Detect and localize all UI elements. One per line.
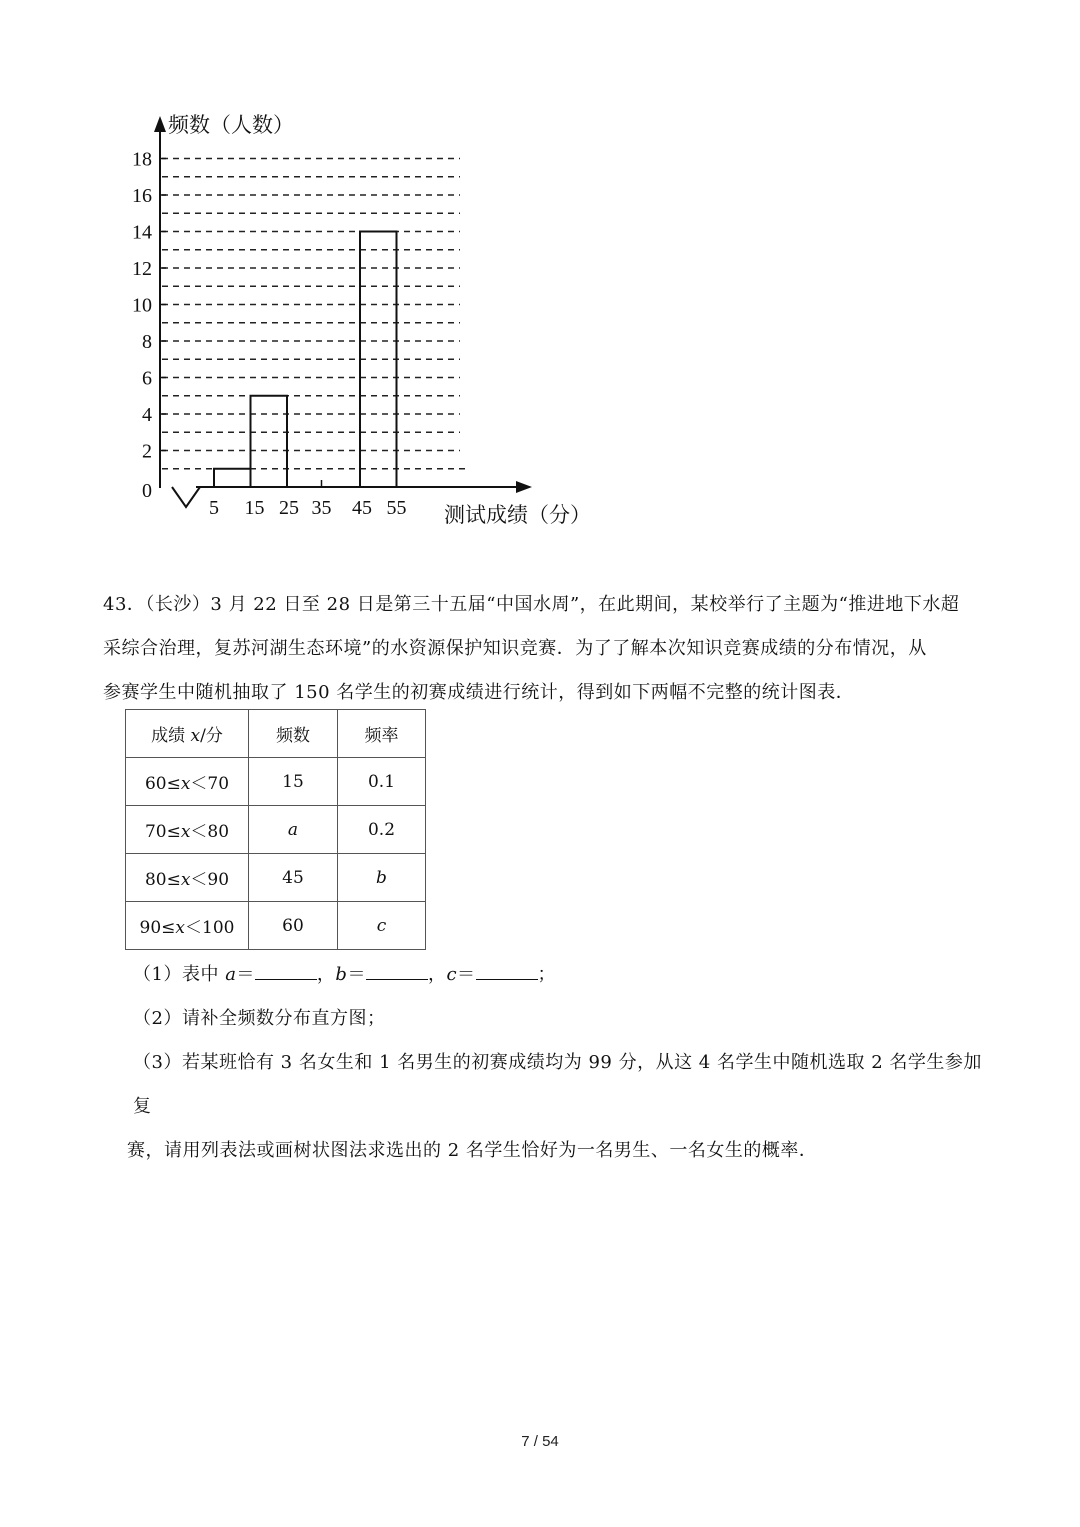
x-tick-label: 35 [311,497,332,519]
cell-count: 15 [249,758,338,806]
x-tick-label: 15 [244,497,265,519]
question-2: （2）请补全频数分布直方图； [133,1008,386,1029]
question-3-line: （3）若某班恰有 3 名女生和 1 名男生的初赛成绩均为 99 分，从这 4 名学生中随机选取 2 名学生参加复 [133,1052,982,1117]
cell-count: 45 [249,854,338,902]
y-tick-label: 10 [132,294,152,317]
cell-range: 70≤x＜80 [126,806,249,854]
cell-rate: 0.2 [338,806,426,854]
y-tick-label: 4 [142,404,152,426]
x-axis-arrow [516,481,532,493]
problem-line: 采综合治理，复苏河湖生态环境”的水资源保护知识竞赛．为了了解本次知识竞赛成绩的分布情况，从 [103,638,927,659]
histogram-bar [214,469,251,487]
problem-line: 43．（长沙）3 月 22 日至 28 日是第三十五届“中国水周”，在此期间，某校举行了主题为“推进地下水超 [103,594,960,615]
cell-rate: b [338,854,426,902]
chart-axes [154,113,591,527]
axis-break-mark [172,487,200,507]
answer-blank-b [366,963,428,980]
problem-43 [103,583,983,715]
table-row [126,854,426,902]
cell-rate: 0.1 [338,758,426,806]
chart-gridlines [162,159,468,469]
table-row [126,758,426,806]
cell-rate: c [338,902,426,950]
cell-count: 60 [249,902,338,950]
y-tick-label: 2 [142,440,152,463]
y-tick-label: 0 [142,480,152,502]
sub-questions [127,953,993,1173]
y-tick-label: 14 [132,221,152,244]
x-tick-label: 5 [209,497,219,519]
answer-blank-c [476,963,538,980]
y-tick-label: 18 [132,148,152,171]
header-score: 成绩 x/分 [126,710,249,758]
y-tick-label: 12 [132,258,152,280]
cell-count: a [249,806,338,854]
x-tick-labels [209,480,407,519]
y-tick-label: 8 [142,331,152,353]
y-axis-arrow [154,116,166,132]
cell-range: 60≤x＜70 [126,758,249,806]
x-tick-label: 25 [279,497,299,519]
x-axis-label: 测试成绩（分） [444,503,591,527]
answer-blank-a [255,963,317,980]
table-row [126,806,426,854]
cell-range: 90≤x＜100 [126,902,249,950]
y-tick-label: 16 [132,185,152,207]
page-number: 7 / 54 [521,1433,559,1450]
x-tick-label: 45 [352,497,372,519]
y-tick-label: 6 [142,367,152,390]
table-header-row [126,710,426,758]
histogram-bar [251,396,288,487]
x-tick-label: 55 [386,497,407,519]
question-1: （1）表中 a＝ ，b＝ ，c＝ ； [133,964,557,985]
header-frequency-count: 频数 [249,710,338,758]
histogram-chart [0,0,1080,560]
y-axis-label: 频数（人数） [168,113,294,137]
header-frequency-rate: 频率 [338,710,426,758]
table-row [126,902,426,950]
question-3-line: 赛，请用列表法或画树状图法求选出的 2 名学生恰好为一名男生、一名女生的概率． [127,1140,818,1161]
frequency-table [125,709,426,950]
problem-line: 参赛学生中随机抽取了 150 名学生的初赛成绩进行统计，得到如下两幅不完整的统计图表． [103,682,855,703]
cell-range: 80≤x＜90 [126,854,249,902]
